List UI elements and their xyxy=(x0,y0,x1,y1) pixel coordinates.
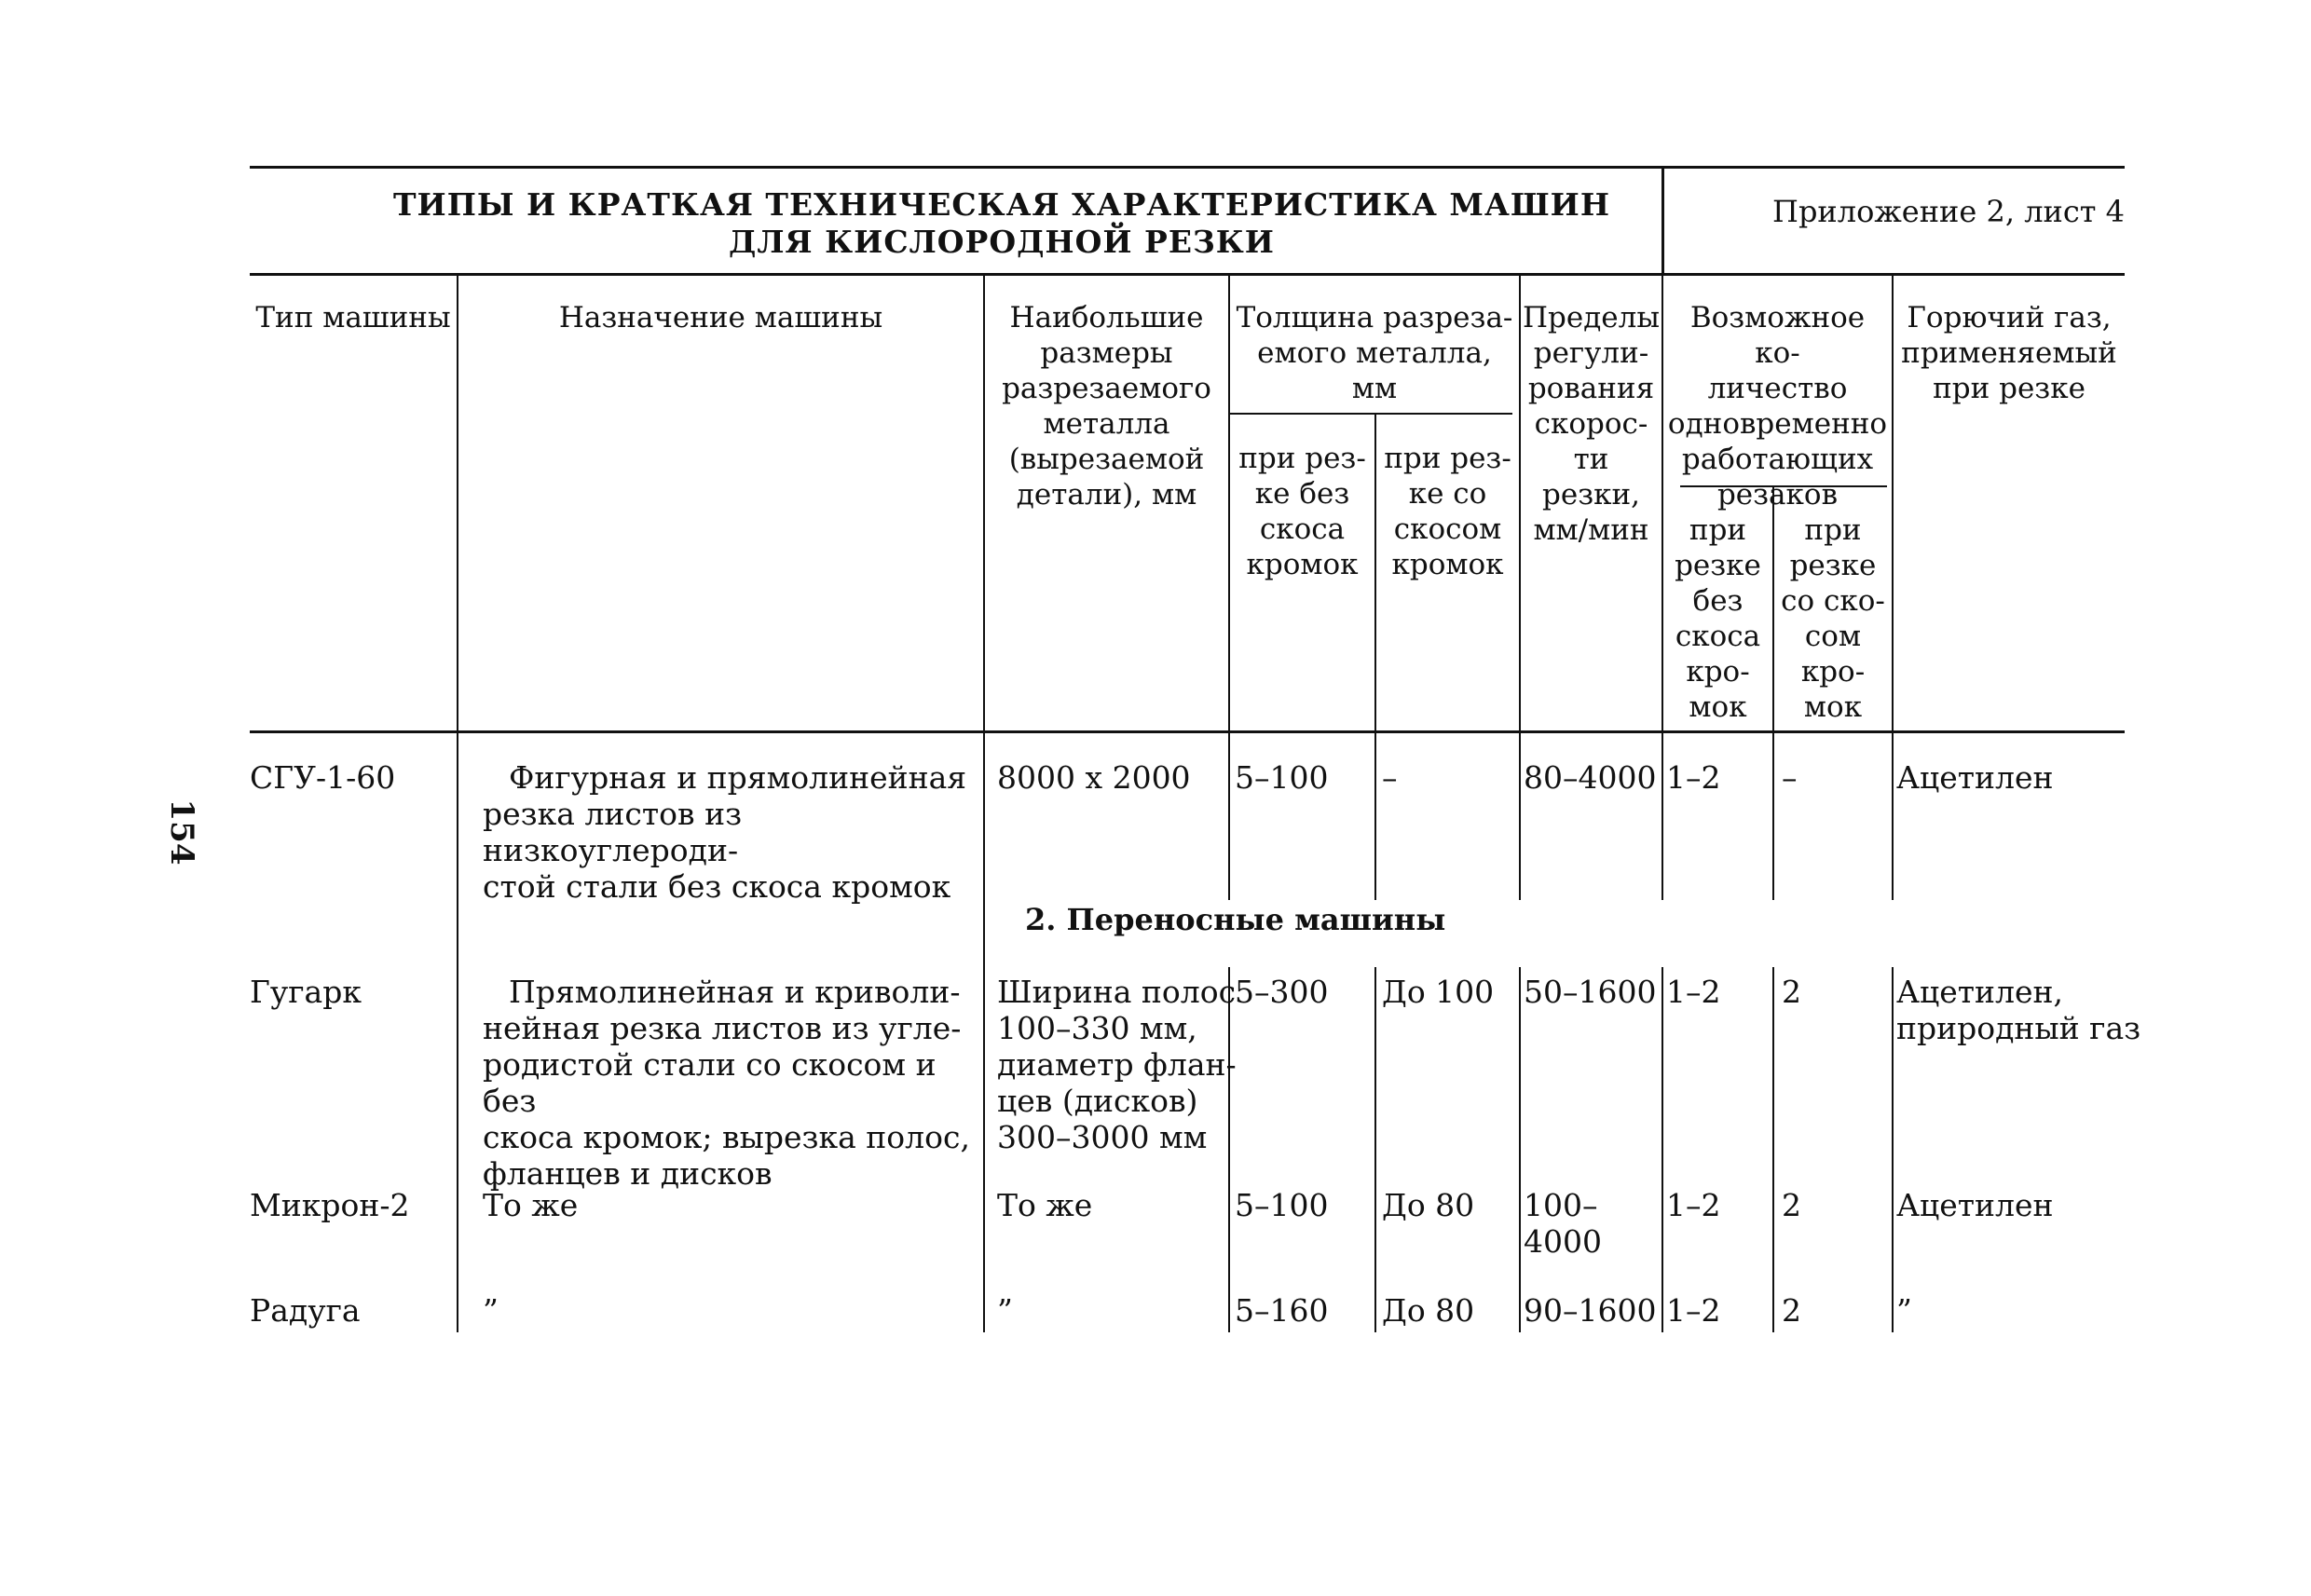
row-4-purpose: ” xyxy=(483,1292,499,1329)
header-thickness-no-bevel xyxy=(1230,441,1374,582)
header-line: регули- xyxy=(1533,336,1649,370)
header-line: мок xyxy=(1803,690,1863,724)
header-line: мок xyxy=(1689,690,1747,724)
header-line: скорос- xyxy=(1534,407,1648,441)
row-1-purpose xyxy=(483,759,977,905)
header-line: при резке xyxy=(1933,372,2085,405)
row-4-speed: 90–1600 xyxy=(1524,1292,1657,1329)
body-divider-6a xyxy=(1661,732,1663,900)
row-3-thickness-no-bevel: 5–100 xyxy=(1235,1187,1329,1223)
cell-line: Ацетилен, xyxy=(1896,974,2063,1010)
header-line: скосом xyxy=(1393,512,1502,546)
row-2-cutters-bevel: 2 xyxy=(1782,974,1801,1010)
header-line: при xyxy=(1689,513,1747,547)
header-gas xyxy=(1894,300,2125,406)
row-2-gas xyxy=(1896,974,2140,1046)
header-line: при xyxy=(1804,513,1862,547)
header-line: кро- xyxy=(1800,655,1866,689)
header-line: кро- xyxy=(1686,655,1750,689)
header-line: скоса xyxy=(1675,620,1761,653)
body-divider-3a xyxy=(1228,732,1230,900)
row-3-thickness-bevel: До 80 xyxy=(1382,1187,1475,1223)
row-1-speed: 80–4000 xyxy=(1524,759,1657,796)
body-divider-2 xyxy=(983,732,985,1332)
header-sizes-line: Наибольшие xyxy=(1009,301,1204,334)
header-line: резке xyxy=(1789,549,1877,582)
header-speed xyxy=(1521,300,1661,548)
header-line: Возможное ко- xyxy=(1689,301,1866,370)
header-thickness xyxy=(1230,300,1519,406)
header-line: личество xyxy=(1707,372,1848,405)
row-3-cutters-no-bevel: 1–2 xyxy=(1666,1187,1721,1223)
header-sizes-line: разрезаемого xyxy=(1002,372,1211,405)
header-cutters-no-bevel xyxy=(1663,512,1772,725)
body-divider-5a xyxy=(1519,732,1521,900)
row-2-sizes xyxy=(997,974,1237,1155)
row-3-cutters-bevel: 2 xyxy=(1782,1187,1801,1223)
table-title xyxy=(354,186,1649,261)
section-title: 2. Переносные машины xyxy=(1025,902,1446,937)
thickness-subrule xyxy=(1228,413,1512,415)
row-2-purpose xyxy=(483,974,977,1192)
header-line: при рез- xyxy=(1238,442,1366,475)
header-line: со ско- xyxy=(1781,584,1885,618)
title-line-1: ТИПЫ И КРАТКАЯ ТЕХНИЧЕСКАЯ ХАРАКТЕРИСТИКА МАШИН xyxy=(392,186,1611,223)
body-divider-4b xyxy=(1374,967,1376,1332)
cell-line: диаметр флан- xyxy=(997,1046,1237,1083)
row-2-thickness-bevel: До 100 xyxy=(1382,974,1495,1010)
row-3-purpose: То же xyxy=(483,1187,579,1223)
header-line: Горючий газ, xyxy=(1907,301,2112,334)
title-line-2: ДЛЯ КИСЛОРОДНОЙ РЕЗКИ xyxy=(729,224,1275,260)
row-2-speed: 50–1600 xyxy=(1524,974,1657,1010)
header-line: работающих xyxy=(1681,443,1874,476)
header-sizes-line: детали), мм xyxy=(1016,478,1197,512)
row-1-sizes: 8000 х 2000 xyxy=(997,759,1191,796)
cell-line: Прямолинейная и криволи- xyxy=(509,974,961,1010)
cell-line: 4000 xyxy=(1524,1223,1602,1260)
row-2-thickness-no-bevel: 5–300 xyxy=(1235,974,1329,1010)
header-line: при рез- xyxy=(1384,442,1511,475)
row-1-thickness-bevel: – xyxy=(1382,759,1398,796)
cell-line: стой стали без скоса кромок xyxy=(483,868,951,905)
header-sizes-line: (вырезаемой xyxy=(1008,443,1205,476)
cell-line: 300–3000 мм xyxy=(997,1119,1208,1155)
header-sizes xyxy=(985,300,1228,512)
row-4-gas: ” xyxy=(1896,1292,1912,1329)
header-purpose: Назначение машины xyxy=(558,301,883,334)
header-cutters-bevel xyxy=(1774,512,1892,725)
header-top-rule xyxy=(250,273,2125,276)
body-divider-7a xyxy=(1772,732,1774,900)
row-4-cutters-no-bevel: 1–2 xyxy=(1666,1292,1721,1329)
header-line: ти резки, xyxy=(1542,443,1640,512)
header-line: резке xyxy=(1675,549,1761,582)
body-divider-1 xyxy=(457,732,458,1332)
row-1-gas: Ацетилен xyxy=(1896,759,2054,796)
header-line: без xyxy=(1692,584,1744,618)
header-line: Пределы xyxy=(1522,301,1661,334)
row-4-type: Радуга xyxy=(250,1292,361,1329)
row-1-thickness-no-bevel: 5–100 xyxy=(1235,759,1329,796)
row-3-speed xyxy=(1524,1187,1602,1260)
row-3-gas: Ацетилен xyxy=(1896,1187,2054,1223)
row-4-cutters-bevel: 2 xyxy=(1782,1292,1801,1329)
header-line: ке без xyxy=(1254,477,1350,511)
row-3-type: Микрон-2 xyxy=(250,1187,410,1223)
row-3-sizes: То же xyxy=(997,1187,1093,1223)
cell-line: нейная резка листов из угле- xyxy=(483,1010,962,1046)
header-thickness-line: мм xyxy=(1351,372,1398,405)
cell-line: 100– xyxy=(1524,1187,1598,1223)
header-line: резаков xyxy=(1716,478,1839,512)
header-line: сом xyxy=(1804,620,1862,653)
header-line: скоса xyxy=(1259,512,1346,546)
body-divider-7b xyxy=(1772,967,1774,1332)
header-thickness-line: емого металла, xyxy=(1257,336,1492,370)
header-cutters xyxy=(1663,300,1892,512)
body-divider-8b xyxy=(1892,967,1894,1332)
body-divider-6b xyxy=(1661,967,1663,1332)
page-number: 154 xyxy=(163,798,200,866)
header-line: одновременно xyxy=(1667,407,1888,441)
cell-line: 100–330 мм, xyxy=(997,1010,1197,1046)
row-4-thickness-no-bevel: 5–160 xyxy=(1235,1292,1329,1329)
cell-line: Фигурная и прямолинейная xyxy=(509,759,967,796)
row-4-thickness-bevel: До 80 xyxy=(1382,1292,1475,1329)
header-line: ке со xyxy=(1408,477,1487,511)
body-divider-4a xyxy=(1374,732,1376,900)
row-4-sizes: ” xyxy=(997,1292,1013,1329)
cell-line: резка листов из низкоуглероди- xyxy=(483,796,743,868)
cell-line: природный газ xyxy=(1896,1010,2141,1046)
cell-line: родистой стали со скосом и без xyxy=(483,1046,937,1119)
row-1-cutters-no-bevel: 1–2 xyxy=(1666,759,1721,796)
header-line: кромок xyxy=(1391,548,1504,581)
header-line: рования xyxy=(1527,372,1655,405)
cell-line: скоса кромок; вырезка полос, xyxy=(483,1119,970,1155)
title-divider xyxy=(1661,168,1664,275)
header-thickness-bevel xyxy=(1376,441,1519,582)
cell-line: фланцев и дисков xyxy=(483,1155,773,1192)
col-divider-1 xyxy=(457,275,458,731)
body-divider-5b xyxy=(1519,967,1521,1332)
header-sizes-line: размеры xyxy=(1040,336,1173,370)
header-sizes-line: металла xyxy=(1043,407,1170,441)
row-2-cutters-no-bevel: 1–2 xyxy=(1666,974,1721,1010)
header-thickness-line: Толщина разреза- xyxy=(1236,301,1513,334)
header-type: Тип машины xyxy=(255,301,451,334)
cell-line: Ширина полос xyxy=(997,974,1237,1010)
row-2-type: Гугарк xyxy=(250,974,362,1010)
appendix-label: Приложение 2, лист 4 xyxy=(1772,194,2125,229)
row-1-type: СГУ-1-60 xyxy=(250,759,396,796)
body-divider-8a xyxy=(1892,732,1894,900)
header-bottom-rule xyxy=(250,730,2125,733)
header-line: кромок xyxy=(1246,548,1359,581)
header-line: применяемый xyxy=(1901,336,2117,370)
header-line: мм/мин xyxy=(1533,513,1649,547)
cell-line: цев (дисков) xyxy=(997,1083,1198,1119)
top-rule xyxy=(250,166,2125,169)
row-1-cutters-bevel: – xyxy=(1782,759,1798,796)
